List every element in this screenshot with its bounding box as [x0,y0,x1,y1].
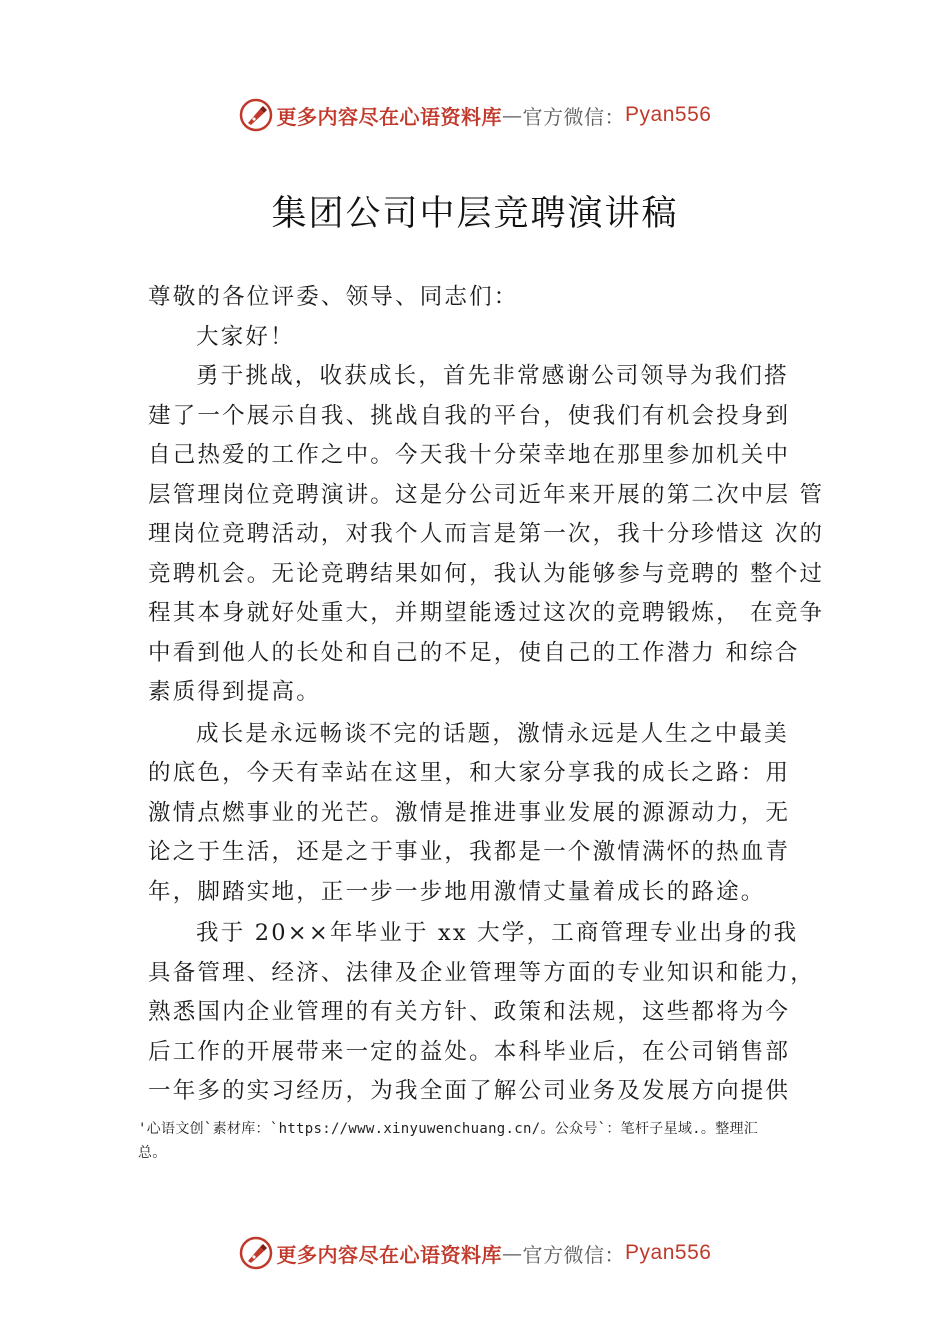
document-body [148,278,848,1112]
paragraph-line: 层管理岗位竞聘演讲。这是分公司近年来开展的第二次中层 管 [148,481,825,508]
greeting: 大家好！ [196,323,295,350]
banner-brand-text: 更多内容尽在心语资料库 [276,104,503,129]
banner-brand-text: 更多内容尽在心语资料库 [276,1242,503,1267]
paragraph-line: 中看到他人的长处和自己的不足，使自己的工作潜力 和综合 [148,639,800,666]
paragraph-1 [148,357,848,713]
banner-dash: — [502,103,523,127]
paragraph-line: 自己热爱的工作之中。今天我十分荣幸地在那里参加机关中 [148,442,791,468]
paragraph-line: 激情点燃事业的光芒。激情是推进事业发展的源源动力，无 [148,799,791,826]
document-title: 集团公司中层竞聘演讲稿 [271,194,679,234]
header-banner [0,95,950,135]
footnote-line: 总。 [138,1145,167,1161]
pen-nib-logo-icon [239,98,273,132]
paragraph-line: 的底色，今天有幸站在这里，和大家分享我的成长之路：用 [148,760,791,786]
paragraph-line: 勇于挑战，收获成长，首先非常感谢公司领导为我们搭 [196,363,789,389]
paragraph-line: 我于 20××年毕业于 xx 大学，工商管理专业出身的我 [196,920,799,946]
paragraph-line: 具备管理、经济、法律及企业管理等方面的专业知识和能力， [148,959,815,986]
paragraph-line: 一年多的实习经历，为我全面了解公司业务及发展方向提供 [148,1078,791,1104]
banner-dash: — [502,1241,523,1265]
paragraph-3 [148,914,848,1112]
pen-nib-logo-icon [239,1236,273,1270]
paragraph-line: 竞聘机会。无论竞聘结果如何，我认为能够参与竞聘的 整个过 [148,560,825,587]
salutation: 尊敬的各位评委、领导、同志们： [148,284,519,310]
paragraph-line: 素质得到提高。 [148,679,321,705]
paragraph-line: 年，脚踏实地，正一步一步地用激情丈量着成长的路途。 [148,878,766,905]
paragraph-line: 建了一个展示自我、挑战自我的平台，使我们有机会投身到 [148,402,791,429]
paragraph-line: 成长是永远畅谈不完的话题，激情永远是人生之中最美 [196,720,789,747]
footnote-line: '心语文创`素材库：`https://www.xinyuwenchuang.cn/。公众号`：笔杆子星域.。整理汇 [138,1121,759,1137]
source-footnote [138,1117,838,1165]
banner-wechat-label: 官方微信： [522,1242,626,1267]
banner-wechat-id: Pyan556 [625,1241,712,1264]
paragraph-2 [148,715,848,913]
paragraph-line: 论之于生活，还是之于事业，我都是一个激情满怀的热血青 [148,839,791,865]
banner-wechat-id: Pyan556 [625,103,712,126]
paragraph-line: 后工作的开展带来一定的益处。本科毕业后，在公司销售部 [148,1038,791,1065]
paragraph-line: 熟悉国内企业管理的有关方针、政策和法规，这些都将为今 [148,999,791,1025]
paragraph-line: 程其本身就好处重大，并期望能透过这次的竞聘锻炼， 在竞争 [148,600,825,626]
banner-wechat-label: 官方微信： [522,104,626,129]
footer-banner [0,1233,950,1273]
paragraph-line: 理岗位竞聘活动，对我个人而言是第一次，我十分珍惜这 次的 [148,521,825,547]
